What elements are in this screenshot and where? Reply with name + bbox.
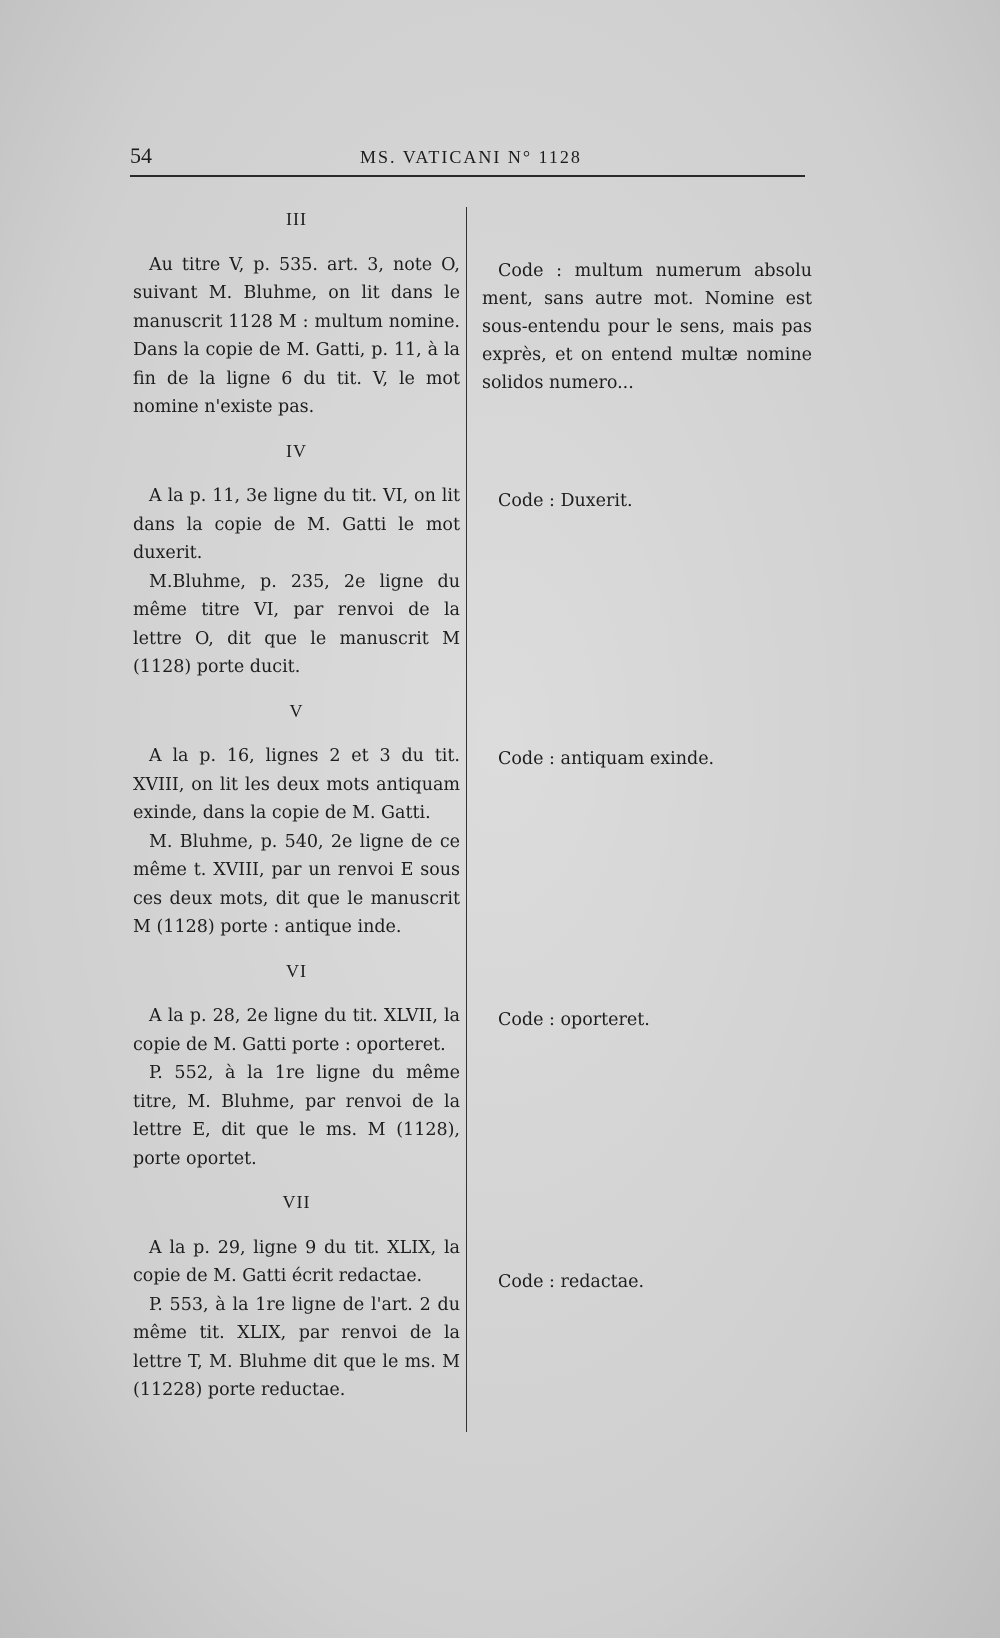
code-text: Code : antiquam exinde. — [498, 749, 715, 769]
section-text: A la p. 16, lignes 2 et 3 du tit. XVIII, on lit les deux mots antiquam exinde, dans la copie de M. Gatti. — [133, 746, 460, 823]
code-text: Code : Duxerit. — [498, 491, 633, 511]
column-divider — [466, 207, 467, 1432]
code-note-v — [482, 745, 812, 773]
section-text: A la p. 11, 3e ligne du tit. VI, on lit dans la copie de M. Gatti le mot duxerit. — [133, 486, 460, 563]
section-number: IV — [286, 440, 307, 461]
section-iv — [133, 437, 460, 682]
code-text: Code : redactae. — [498, 1272, 645, 1292]
section-text: A la p. 29, ligne 9 du tit. XLIX, la copie de M. Gatti écrit redactae. — [133, 1237, 460, 1286]
page-number: 54 — [130, 143, 152, 168]
section-number: V — [289, 700, 304, 721]
code-text: Code : oporteret. — [498, 1010, 650, 1030]
left-column — [133, 205, 460, 1420]
section-number: III — [286, 209, 307, 229]
section-vii — [133, 1188, 460, 1405]
code-note-iii — [482, 257, 812, 397]
code-note-iv — [482, 487, 812, 515]
section-number: VII — [282, 1192, 311, 1212]
section-text: A la p. 28, 2e ligne du tit. XLVII, la copie de M. Gatti porte : oporteret. — [133, 1006, 460, 1055]
section-text: P. 552, à la 1re ligne du même titre, M. Bluhme, par renvoi de la lettre E, dit que le ms. M (1128), porte oportet. — [133, 1063, 460, 1169]
section-text: M.Bluhme, p. 235, 2e ligne du même titre VI, par renvoi de la lettre O, dit que le manuscrit M (1128) porte ducit. — [133, 571, 460, 677]
code-note-vii — [482, 1268, 812, 1296]
section-text: P. 553, à la 1re ligne de l'art. 2 du même tit. XLIX, par renvoi de la lettre T, M. Bluhme dit que le ms. M (11228) porte reductae. — [133, 1294, 460, 1400]
code-text: Code : multum numerum absolu ment, sans autre mot. Nomine est sous-entendu pour le sens, mais pas exprès, et on entend multæ nomine solidos numero... — [482, 261, 812, 393]
section-v — [133, 697, 460, 942]
section-number: VI — [286, 960, 307, 981]
page-header — [130, 143, 805, 171]
section-text: Au titre V, p. 535. art. 3, note O, suivant M. Bluhme, on lit dans le manuscrit 1128 M : multum nomine. Dans la copie de M. Gatti, p. 11, à la fin de la ligne 6 du tit. V, le mot nomine n'existe pas. — [133, 254, 460, 417]
header-rule — [130, 175, 805, 177]
section-vi — [133, 957, 460, 1174]
section-text: M. Bluhme, p. 540, 2e ligne de ce même t. XVIII, par un renvoi E sous ces deux mots, dit que le manuscrit M (1128) porte : antique inde. — [133, 831, 460, 937]
section-iii — [133, 205, 460, 422]
running-title: MS. VATICANI N° 1128 — [360, 147, 582, 167]
code-note-vi — [482, 1006, 812, 1034]
